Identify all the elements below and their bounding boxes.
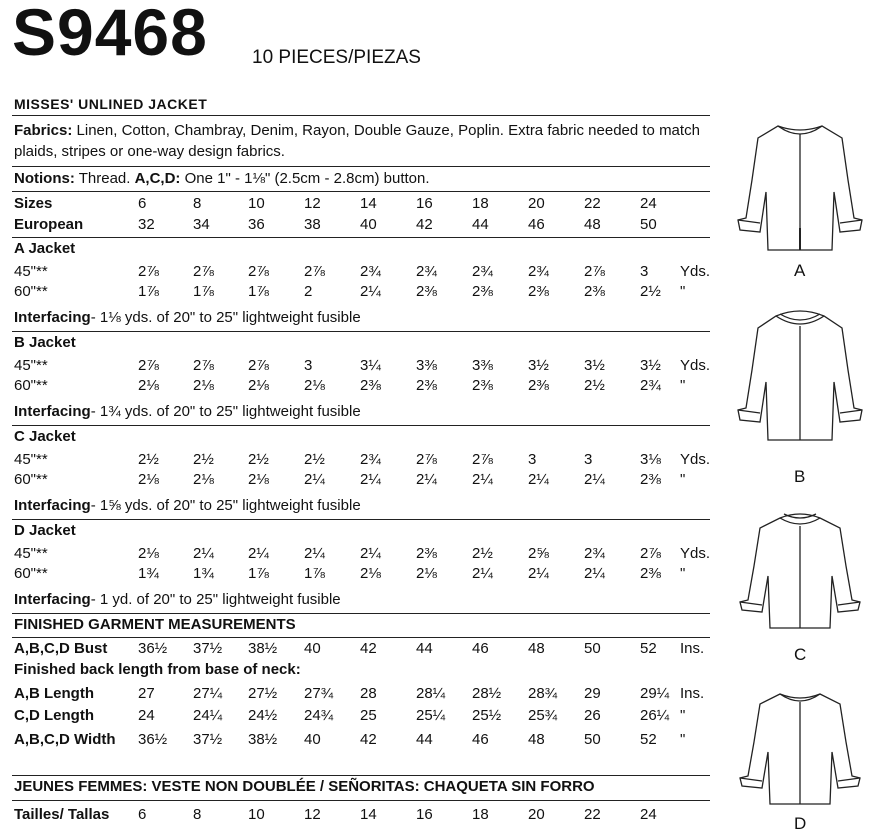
table-cell: 28	[360, 685, 377, 702]
finished-title: FINISHED GARMENT MEASUREMENTS	[14, 616, 296, 633]
width-row	[12, 729, 712, 751]
jacket-d-sketch	[730, 688, 870, 813]
table-cell: 2¼	[416, 471, 437, 488]
yardage-45-row-unit: Yds.	[680, 263, 711, 280]
table-cell: 2¼	[360, 283, 381, 300]
table-cell: 46	[472, 640, 489, 657]
ab-length-row	[12, 683, 712, 705]
fabrics-text: Fabrics: Linen, Cotton, Chambray, Denim, Rayon, Double Gauze, Poplin. Extra fabric needed to match plaids, stripes or one-way design fabrics.	[14, 122, 700, 160]
table-cell: 36½	[138, 640, 168, 657]
table-cell: 25	[360, 707, 377, 724]
yardage-45-row-label: 45"**	[14, 357, 48, 374]
table-cell: 25¼	[416, 707, 446, 724]
table-cell: 2¾	[472, 263, 493, 280]
table-cell: 2½	[304, 451, 325, 468]
table-cell: 2⅞	[248, 263, 269, 280]
yardage-60-row-label: 60"**	[14, 565, 48, 582]
table-cell: 2¾	[528, 263, 549, 280]
jacket-title: B Jacket	[14, 334, 76, 351]
table-cell: 24	[640, 806, 657, 823]
european-row-label: European	[14, 216, 84, 233]
table-cell: 10	[248, 806, 265, 823]
table-cell: 8	[193, 806, 202, 823]
table-cell: 8	[193, 195, 202, 212]
table-cell: 2⅞	[472, 451, 493, 468]
table-cell: 2⅛	[248, 471, 269, 488]
yardage-45-row-label: 45"**	[14, 545, 48, 562]
bust-row-unit: Ins.	[680, 640, 705, 657]
table-cell: 38½	[248, 731, 278, 748]
table-cell: 40	[304, 731, 321, 748]
divider	[12, 191, 710, 192]
yardage-60-row	[12, 563, 712, 585]
table-cell: 2⅛	[138, 545, 159, 562]
table-cell: 2⅛	[193, 471, 214, 488]
ab-length-row-unit: Ins.	[680, 685, 705, 702]
view-label-c: C	[794, 645, 807, 664]
table-cell: 14	[360, 806, 377, 823]
table-cell: 27¼	[193, 685, 223, 702]
table-cell: 50	[640, 216, 657, 233]
tailles-row-label: Tailles/ Tallas	[14, 806, 110, 823]
table-cell: 32	[138, 216, 155, 233]
yardage-60-row-label: 60"**	[14, 283, 48, 300]
yardage-60-row-label: 60"**	[14, 377, 48, 394]
table-cell: 16	[416, 195, 433, 212]
table-cell: 2⅜	[640, 471, 661, 488]
yardage-45-row-label: 45"**	[14, 451, 48, 468]
garment-title: MISSES' UNLINED JACKET	[14, 96, 208, 112]
table-cell: 27	[138, 685, 155, 702]
table-cell: 28½	[472, 685, 502, 702]
table-cell: 2½	[248, 451, 269, 468]
notions-text: Notions: Thread. A,C,D: One 1" - 1⅛" (2.5cm - 2.8cm) button.	[14, 170, 430, 187]
table-cell: 2¾	[360, 263, 381, 280]
table-cell: 1⅞	[138, 283, 159, 300]
width-row-label: A,B,C,D Width	[14, 731, 116, 748]
yardage-60-row-unit: "	[680, 565, 686, 582]
table-cell: 25½	[472, 707, 502, 724]
table-cell: 38½	[248, 640, 278, 657]
table-cell: 2¼	[584, 471, 605, 488]
table-cell: 24½	[248, 707, 278, 724]
yardage-60-row-unit: "	[680, 377, 686, 394]
cd-length-row	[12, 705, 712, 727]
table-cell: 2¾	[360, 451, 381, 468]
tailles-row	[12, 804, 712, 826]
table-cell: 37½	[193, 640, 223, 657]
table-cell: 2⅛	[360, 565, 381, 582]
back-length-title: Finished back length from base of neck:	[14, 661, 301, 678]
pieces-count: 10 PIECES/PIEZAS	[252, 47, 421, 68]
table-cell: 2⅜	[416, 545, 437, 562]
table-cell: 2⅛	[138, 471, 159, 488]
table-cell: 24	[138, 707, 155, 724]
bust-row	[12, 638, 712, 660]
table-cell: 2⅜	[416, 377, 437, 394]
table-cell: 2⅛	[416, 565, 437, 582]
table-cell: 2¼	[472, 471, 493, 488]
table-cell: 2½	[138, 451, 159, 468]
yardage-45-row-unit: Yds.	[680, 451, 711, 468]
table-cell: 2⅜	[472, 283, 493, 300]
table-cell: 2⅞	[193, 357, 214, 374]
yardage-60-row	[12, 469, 712, 491]
yardage-45-row-label: 45"**	[14, 263, 48, 280]
divider	[12, 800, 710, 801]
table-cell: 2¼	[248, 545, 269, 562]
table-cell: 36½	[138, 731, 168, 748]
table-cell: 1⅞	[248, 565, 269, 582]
table-cell: 2½	[472, 545, 493, 562]
table-cell: 3⅜	[416, 357, 437, 374]
table-cell: 20	[528, 195, 545, 212]
table-cell: 2⅛	[193, 377, 214, 394]
table-cell: 2¾	[416, 263, 437, 280]
view-label-d: D	[794, 814, 807, 833]
table-cell: 2⅛	[304, 377, 325, 394]
table-cell: 10	[248, 195, 265, 212]
table-cell: 2¼	[528, 471, 549, 488]
table-cell: 37½	[193, 731, 223, 748]
table-cell: 1⅞	[193, 283, 214, 300]
yardage-45-row	[12, 355, 712, 377]
table-cell: 3½	[528, 357, 549, 374]
divider	[12, 115, 710, 116]
table-cell: 2⅜	[528, 377, 549, 394]
table-cell: 18	[472, 195, 489, 212]
table-cell: 12	[304, 806, 321, 823]
table-cell: 1⅞	[248, 283, 269, 300]
yardage-45-row-unit: Yds.	[680, 545, 711, 562]
table-cell: 2⅞	[193, 263, 214, 280]
table-cell: 3	[640, 263, 649, 280]
table-cell: 48	[528, 640, 545, 657]
ab-length-row-label: A,B Length	[14, 685, 94, 702]
table-cell: 1⅞	[304, 565, 325, 582]
yardage-60-row-unit: "	[680, 471, 686, 488]
table-cell: 2⅞	[248, 357, 269, 374]
sizes-row	[12, 193, 712, 215]
table-cell: 2⅜	[584, 283, 605, 300]
table-cell: 28¾	[528, 685, 558, 702]
table-cell: 2⅜	[528, 283, 549, 300]
table-cell: 44	[416, 640, 433, 657]
table-cell: 3	[528, 451, 537, 468]
table-cell: 29	[584, 685, 601, 702]
table-cell: 2¼	[304, 545, 325, 562]
table-cell: 3½	[640, 357, 661, 374]
table-cell: 2¼	[528, 565, 549, 582]
table-cell: 50	[584, 640, 601, 657]
table-cell: 34	[193, 216, 210, 233]
table-cell: 2⅞	[640, 545, 661, 562]
table-cell: 46	[472, 731, 489, 748]
table-cell: 16	[416, 806, 433, 823]
table-cell: 14	[360, 195, 377, 212]
bust-row-label: A,B,C,D Bust	[14, 640, 108, 657]
table-cell: 22	[584, 195, 601, 212]
divider	[12, 519, 710, 520]
table-cell: 3	[304, 357, 313, 374]
table-cell: 2¼	[304, 471, 325, 488]
table-cell: 42	[360, 731, 377, 748]
table-cell: 48	[528, 731, 545, 748]
jacket-b-sketch	[730, 308, 870, 443]
yardage-60-row	[12, 375, 712, 397]
yardage-60-row-label: 60"**	[14, 471, 48, 488]
table-cell: 24¾	[304, 707, 334, 724]
jacket-a-sketch	[730, 120, 870, 255]
divider	[12, 425, 710, 426]
table-cell: 27½	[248, 685, 278, 702]
sizes-row-label: Sizes	[14, 195, 53, 212]
table-cell: 2½	[584, 377, 605, 394]
table-cell: 2⅞	[138, 263, 159, 280]
table-cell: 2¾	[584, 545, 605, 562]
table-cell: 3⅜	[472, 357, 493, 374]
table-cell: 2⅜	[472, 377, 493, 394]
table-cell: 52	[640, 731, 657, 748]
table-cell: 12	[304, 195, 321, 212]
table-cell: 2⅞	[416, 451, 437, 468]
interfacing-text: Interfacing- 1 yd. of 20" to 25" lightweight fusible	[14, 591, 341, 608]
table-cell: 2½	[193, 451, 214, 468]
divider	[12, 331, 710, 332]
table-cell: 42	[360, 640, 377, 657]
table-cell: 3⅛	[640, 451, 661, 468]
table-cell: 24	[640, 195, 657, 212]
table-cell: 2⅞	[584, 263, 605, 280]
interfacing-text: Interfacing- 1¾ yds. of 20" to 25" lightweight fusible	[14, 403, 361, 420]
cd-length-row-unit: "	[680, 707, 686, 724]
table-cell: 3½	[584, 357, 605, 374]
table-cell: 46	[528, 216, 545, 233]
view-label-b: B	[794, 467, 806, 486]
table-cell: 2¼	[193, 545, 214, 562]
table-cell: 38	[304, 216, 321, 233]
table-cell: 28¼	[416, 685, 446, 702]
table-cell: 29¼	[640, 685, 670, 702]
table-cell: 2¼	[360, 471, 381, 488]
table-cell: 2¼	[472, 565, 493, 582]
translation-title: JEUNES FEMMES: VESTE NON DOUBLÉE / SEÑORITAS: CHAQUETA SIN FORRO	[14, 778, 595, 795]
table-cell: 48	[584, 216, 601, 233]
divider	[12, 237, 710, 238]
table-cell: 18	[472, 806, 489, 823]
european-row	[12, 214, 712, 236]
table-cell: 27¾	[304, 685, 334, 702]
table-cell: 2⅞	[138, 357, 159, 374]
table-cell: 20	[528, 806, 545, 823]
table-cell: 2½	[640, 283, 661, 300]
table-cell: 1¾	[138, 565, 159, 582]
divider	[12, 166, 710, 167]
table-cell: 2⅞	[304, 263, 325, 280]
jacket-title: A Jacket	[14, 240, 76, 257]
width-row-unit: "	[680, 731, 686, 748]
view-label-a: A	[794, 261, 806, 280]
yardage-45-row	[12, 261, 712, 283]
table-cell: 6	[138, 195, 147, 212]
yardage-45-row	[12, 449, 712, 471]
table-cell: 36	[248, 216, 265, 233]
table-cell: 1¾	[193, 565, 214, 582]
table-cell: 44	[416, 731, 433, 748]
table-cell: 50	[584, 731, 601, 748]
cd-length-row-label: C,D Length	[14, 707, 94, 724]
jacket-title: C Jacket	[14, 428, 76, 445]
table-cell: 40	[304, 640, 321, 657]
table-cell: 2⅛	[138, 377, 159, 394]
table-cell: 2⅛	[248, 377, 269, 394]
table-cell: 26¼	[640, 707, 670, 724]
table-cell: 2¾	[640, 377, 661, 394]
table-cell: 40	[360, 216, 377, 233]
table-cell: 3	[584, 451, 593, 468]
table-cell: 2⅜	[640, 565, 661, 582]
interfacing-text: Interfacing- 1⅛ yds. of 20" to 25" lightweight fusible	[14, 309, 361, 326]
table-cell: 52	[640, 640, 657, 657]
table-cell: 2⅜	[416, 283, 437, 300]
yardage-45-row-unit: Yds.	[680, 357, 711, 374]
jacket-c-sketch	[730, 510, 870, 635]
yardage-60-row	[12, 281, 712, 303]
table-cell: 42	[416, 216, 433, 233]
yardage-60-row-unit: "	[680, 283, 686, 300]
table-cell: 3¼	[360, 357, 381, 374]
table-cell: 2⅝	[528, 545, 549, 562]
table-cell: 6	[138, 806, 147, 823]
table-cell: 44	[472, 216, 489, 233]
interfacing-text: Interfacing- 1⅝ yds. of 20" to 25" lightweight fusible	[14, 497, 361, 514]
pattern-number: S9468	[12, 0, 208, 69]
table-cell: 24¼	[193, 707, 223, 724]
jacket-title: D Jacket	[14, 522, 76, 539]
table-cell: 2⅜	[360, 377, 381, 394]
table-cell: 2¼	[360, 545, 381, 562]
table-cell: 26	[584, 707, 601, 724]
divider	[12, 613, 710, 614]
divider	[12, 775, 710, 776]
yardage-45-row	[12, 543, 712, 565]
table-cell: 2¼	[584, 565, 605, 582]
table-cell: 25¾	[528, 707, 558, 724]
table-cell: 2	[304, 283, 313, 300]
table-cell: 22	[584, 806, 601, 823]
